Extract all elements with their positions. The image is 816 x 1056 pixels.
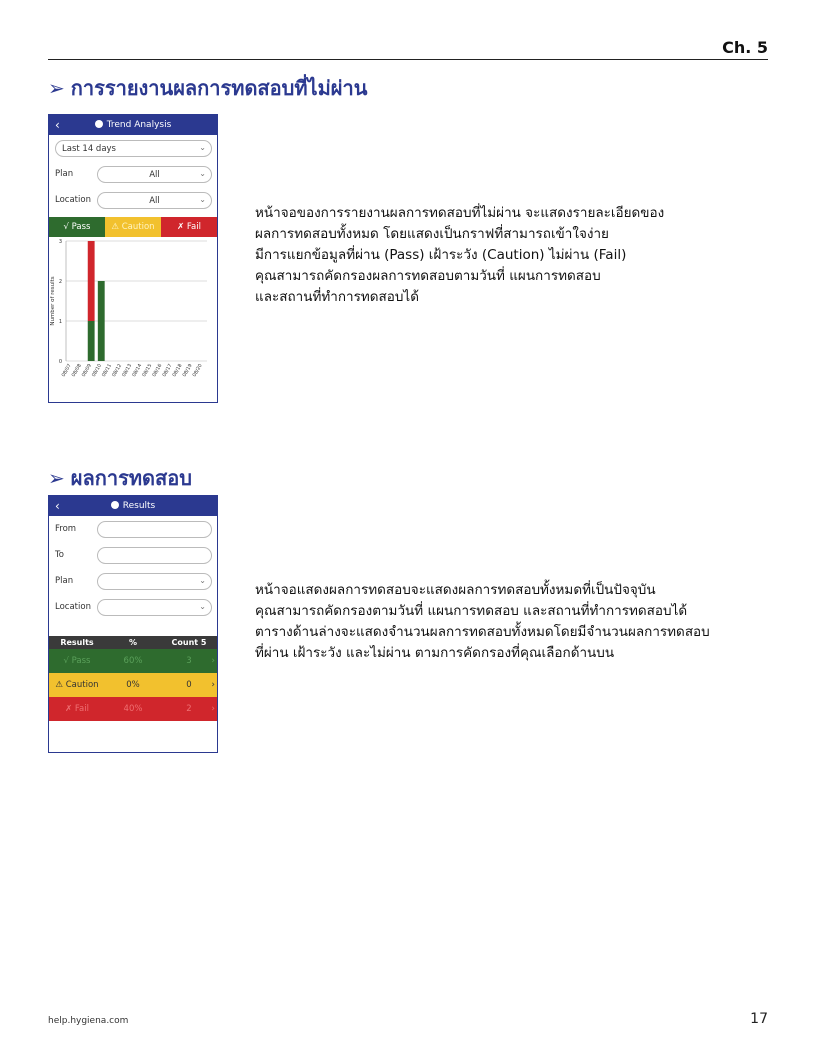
description-line: มีการแยกข้อมูลที่ผ่าน (Pass) เฝ้าระวัง (Caution) ไม่ผ่าน (Fail) [255,247,627,263]
app-title: Trend Analysis [49,120,217,130]
trend-analysis-screen [48,114,218,403]
section-title-text: ผลการทดสอบ [70,466,192,490]
from-label: From [55,524,77,534]
y-tick-label: 0 [58,359,62,365]
arrow-icon: ➢ [48,76,65,100]
y-tick-label: 1 [58,319,62,325]
result-tabs [49,217,217,237]
x-tick-label: 08/19 [182,363,194,378]
results-row-fail[interactable]: ✗ Fail 40% 2 › [49,697,217,721]
description-line: หน้าจอของการรายงานผลการทดสอบที่ไม่ผ่าน จะแสดงรายละเอียดของ [255,205,665,221]
app-title: Results [49,501,217,511]
back-icon[interactable]: ‹ [55,499,60,513]
x-tick-label: 08/12 [111,363,124,378]
chevron-right-icon: › [211,656,215,666]
app-header [49,115,217,135]
y-tick-label: 2 [58,279,62,285]
y-tick-label: 3 [58,239,62,245]
trend-chart-svg [49,237,217,383]
location-select[interactable]: All ⌄ [97,192,212,209]
section-title-text: การรายงานผลการทดสอบที่ไม่ผ่าน [70,76,368,100]
plan-label: Plan [55,576,74,586]
x-tick-label: 08/07 [61,363,73,378]
period-select[interactable]: Last 14 days ⌄ [55,140,212,157]
bar-fail [88,241,95,321]
plan-select[interactable] [97,573,212,590]
chevron-down-icon: ⌄ [199,576,206,585]
bar-pass [88,321,95,361]
section-description-failed-report [255,203,775,308]
column-results: Results [60,638,94,647]
back-icon[interactable]: ‹ [55,118,60,132]
chevron-right-icon: › [211,704,215,714]
results-screen [48,495,218,753]
x-tick-label: 08/13 [121,363,134,378]
tab-pass[interactable]: √ Pass [49,217,105,237]
page-number: 17 [750,1011,768,1027]
trend-chart [49,237,217,383]
column-percent: % [128,638,137,647]
description-line: คุณสามารถคัดกรองผลการทดสอบตามวันที่ แผนการทดสอบ [255,268,601,284]
x-tick-label: 08/14 [132,363,144,378]
app-header [49,496,217,516]
description-line: คุณสามารถคัดกรองตามวันที่ แผนการทดสอบ และสถานที่ทำการทดสอบได้ [255,603,688,619]
chevron-down-icon: ⌄ [199,602,206,611]
bar-pass [98,281,105,361]
x-tick-label: 08/18 [172,363,184,378]
pie-chart-icon [111,501,119,509]
description-line: ผลการทดสอบทั้งหมด โดยแสดงเป็นกราฟที่สามารถเข้าใจง่าย [255,226,609,242]
chevron-right-icon: › [211,680,215,690]
chevron-down-icon: ⌄ [199,169,206,178]
x-tick-label: 08/11 [101,363,114,378]
to-date-input[interactable] [97,547,212,564]
chevron-down-icon: ⌄ [199,143,206,152]
results-row-caution[interactable]: ⚠ Caution 0% 0 › [49,673,217,697]
location-label: Location [55,195,91,205]
tab-caution[interactable]: ⚠ Caution [105,217,161,237]
chevron-down-icon: ⌄ [199,195,206,204]
description-line: ที่ผ่าน เฝ้าระวัง และไม่ผ่าน ตามการคัดกรองที่คุณเลือกด้านบน [255,645,615,661]
results-row-pass[interactable]: √ Pass 60% 3 › [49,649,217,673]
x-tick-label: 08/08 [71,363,83,378]
x-tick-label: 08/20 [192,363,204,378]
x-tick-label: 08/09 [81,363,93,378]
pie-chart-icon [95,120,103,128]
description-line: ตารางด้านล่างจะแสดงจำนวนผลการทดสอบทั้งหมดโดยมีจำนวนผลการทดสอบ [255,624,710,640]
section-description-results [255,580,775,664]
from-date-input[interactable] [97,521,212,538]
x-tick-label: 08/16 [152,363,164,378]
description-line: และสถานที่ทำการทดสอบได้ [255,289,419,305]
plan-select[interactable]: All ⌄ [97,166,212,183]
x-tick-label: 08/17 [162,363,174,378]
location-label: Location [55,602,91,612]
x-tick-label: 08/10 [91,363,103,378]
x-tick-label: 08/15 [142,363,154,378]
location-select[interactable] [97,599,212,616]
section-title-failed-report [48,72,367,104]
description-line: หน้าจอแสดงผลการทดสอบจะแสดงผลการทดสอบทั้งหมดที่เป็นปัจจุบัน [255,582,656,598]
to-label: To [55,550,64,560]
section-title-results [48,462,192,494]
footer-url: help.hygiena.com [48,1016,129,1026]
y-axis-label: Number of results [50,276,56,326]
column-count: Count 5 [171,638,207,647]
arrow-icon: ➢ [48,466,65,490]
plan-label: Plan [55,169,74,179]
header-rule [48,59,768,60]
results-table-header [49,636,217,649]
chapter-label: Ch. 5 [722,38,768,57]
tab-fail[interactable]: ✗ Fail [161,217,217,237]
